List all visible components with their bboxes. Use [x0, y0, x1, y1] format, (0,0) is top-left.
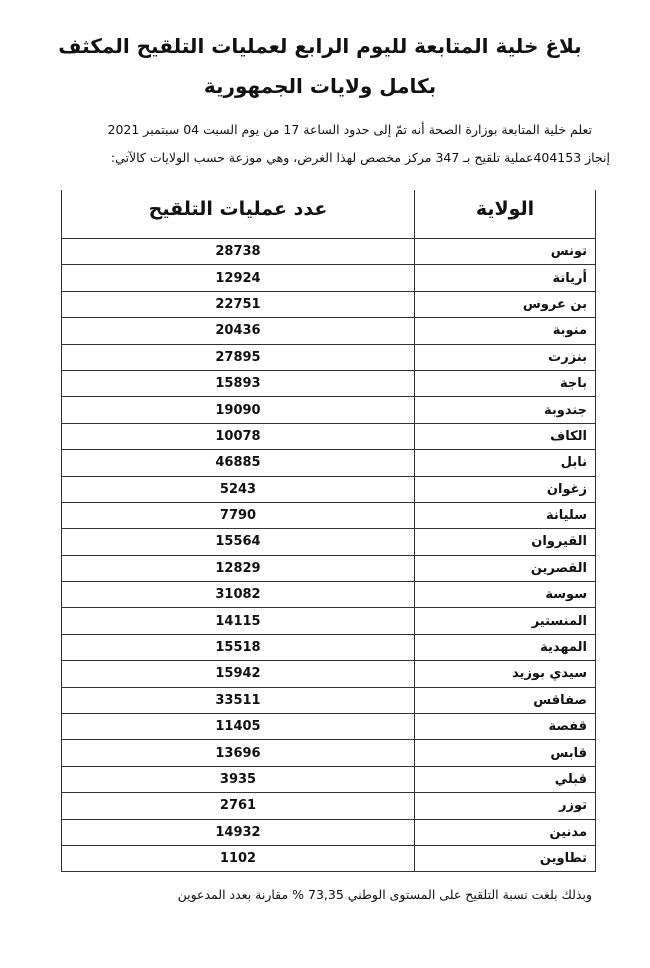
header-count: عدد عمليات التلقيح: [62, 190, 415, 239]
governorate-cell: تونس: [415, 239, 596, 265]
governorate-cell: مدنين: [415, 819, 596, 845]
table-row: [62, 291, 596, 317]
count-cell: 15564: [62, 529, 415, 555]
count-cell: 15893: [62, 370, 415, 396]
header-governorate: الولاية: [415, 190, 596, 239]
table-row: [62, 714, 596, 740]
vaccination-table: [61, 190, 596, 872]
count-cell: 10078: [62, 423, 415, 449]
count-cell: 20436: [62, 318, 415, 344]
count-cell: 13696: [62, 740, 415, 766]
count-cell: 27895: [62, 344, 415, 370]
governorate-cell: سيدي بوزيد: [415, 661, 596, 687]
governorate-cell: توزر: [415, 793, 596, 819]
table-row: [62, 819, 596, 845]
count-cell: 2761: [62, 793, 415, 819]
count-cell: 1102: [62, 845, 415, 871]
count-cell: 12829: [62, 555, 415, 581]
table-row: [62, 476, 596, 502]
governorate-cell: منوبة: [415, 318, 596, 344]
governorate-cell: باجة: [415, 370, 596, 396]
page-title: بلاغ خلية المتابعة لليوم الرابع لعمليات التلقيح المكثف بكامل ولايات الجمهورية: [58, 34, 582, 98]
governorate-cell: المهدية: [415, 634, 596, 660]
table-row: [62, 450, 596, 476]
count-cell: 14932: [62, 819, 415, 845]
governorate-cell: جندوبة: [415, 397, 596, 423]
count-cell: 12924: [62, 265, 415, 291]
table-row: [62, 687, 596, 713]
count-cell: 7790: [62, 502, 415, 528]
count-cell: 15518: [62, 634, 415, 660]
governorate-cell: صفاقس: [415, 687, 596, 713]
count-cell: 19090: [62, 397, 415, 423]
count-cell: 31082: [62, 582, 415, 608]
table-row: [62, 344, 596, 370]
table-row: [62, 423, 596, 449]
governorate-cell: تطاوين: [415, 845, 596, 871]
governorate-cell: قابس: [415, 740, 596, 766]
governorate-cell: المنستير: [415, 608, 596, 634]
table-row: [62, 318, 596, 344]
table-row: [62, 608, 596, 634]
table-row: [62, 845, 596, 871]
count-cell: 28738: [62, 239, 415, 265]
table-row: [62, 265, 596, 291]
table-row: [62, 766, 596, 792]
governorate-cell: قفصة: [415, 714, 596, 740]
governorate-cell: سليانة: [415, 502, 596, 528]
table-row: [62, 370, 596, 396]
footer-note: وبذلك بلغت نسبة التلقيح على المستوى الوطني 73,35 % مقارنة بعدد المدعوين: [177, 887, 592, 902]
intro-line-1: تعلم خلية المتابعة بوزارة الصحة أنه تمّ إلى حدود الساعة 17 من يوم السبت 04 سبتمبر 2021: [107, 122, 592, 137]
table-row: [62, 529, 596, 555]
count-cell: 3935: [62, 766, 415, 792]
table-row: [62, 661, 596, 687]
governorate-cell: القيروان: [415, 529, 596, 555]
governorate-cell: نابل: [415, 450, 596, 476]
governorate-cell: بنزرت: [415, 344, 596, 370]
table-row: [62, 239, 596, 265]
governorate-cell: زغوان: [415, 476, 596, 502]
intro-line-2: إنجاز 404153عملية تلقيح بـ 347 مركز مخصص لهذا الغرض، وهي موزعة حسب الولايات كالآتي:: [110, 150, 610, 165]
governorate-cell: بن عروس: [415, 291, 596, 317]
count-cell: 5243: [62, 476, 415, 502]
governorate-cell: سوسة: [415, 582, 596, 608]
table-row: [62, 793, 596, 819]
table-row: [62, 555, 596, 581]
count-cell: 22751: [62, 291, 415, 317]
table-row: [62, 634, 596, 660]
count-cell: 14115: [62, 608, 415, 634]
governorate-cell: أريانة: [415, 265, 596, 291]
governorate-cell: الكاف: [415, 423, 596, 449]
governorate-cell: قبلي: [415, 766, 596, 792]
table-row: [62, 502, 596, 528]
count-cell: 11405: [62, 714, 415, 740]
table-header-row: [62, 190, 596, 239]
count-cell: 33511: [62, 687, 415, 713]
table-row: [62, 397, 596, 423]
count-cell: 15942: [62, 661, 415, 687]
count-cell: 46885: [62, 450, 415, 476]
table-row: [62, 740, 596, 766]
governorate-cell: القصرين: [415, 555, 596, 581]
table-row: [62, 582, 596, 608]
